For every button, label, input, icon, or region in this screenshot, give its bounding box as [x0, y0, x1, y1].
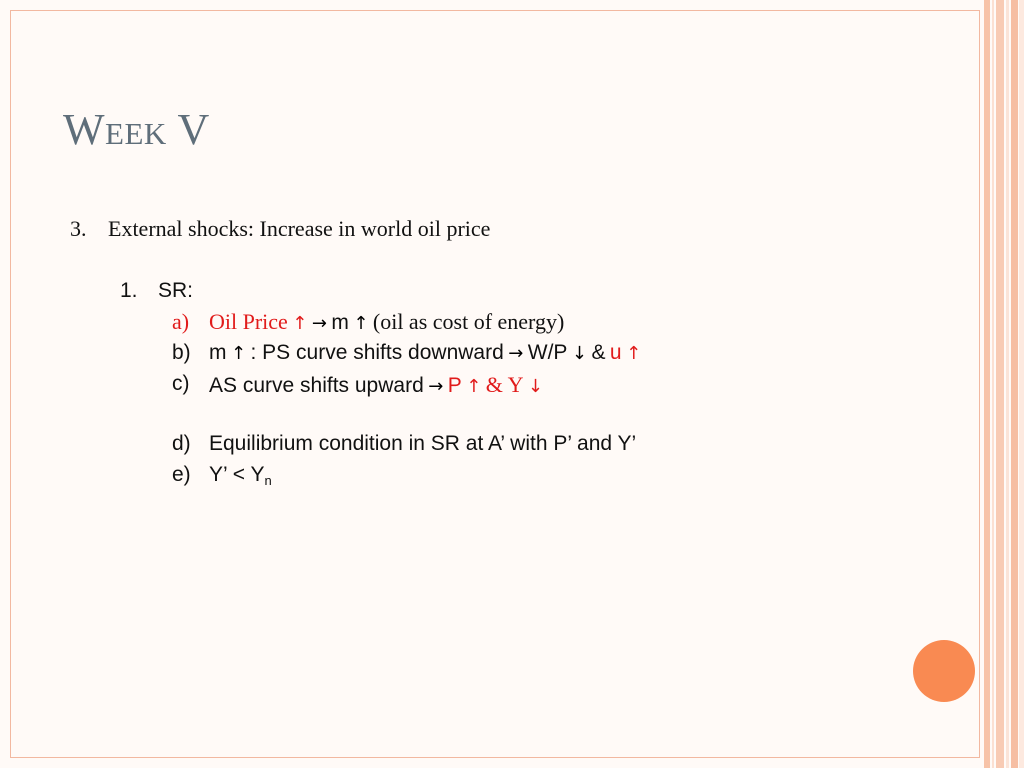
decor-circle	[913, 640, 975, 702]
heading-text: External shocks: Increase in world oil price	[108, 216, 491, 241]
item-label-e: e)	[172, 463, 191, 486]
oil-price-text: Oil Price	[209, 309, 288, 334]
decor-stripe	[1006, 0, 1009, 768]
up-arrow-icon: ↑	[626, 343, 642, 364]
item-c	[209, 372, 543, 398]
item-e-text: Y’ < Y	[209, 463, 265, 486]
decor-stripe	[996, 0, 1004, 768]
sub-number: 1.	[120, 279, 138, 302]
wp-text: W/P	[527, 341, 568, 364]
u-text: u	[609, 341, 622, 364]
sub-text: SR:	[158, 279, 194, 302]
p-text: P	[447, 374, 462, 397]
heading-number: 3.	[70, 216, 87, 241]
up-arrow-icon: ↑	[353, 313, 369, 334]
decor-stripe	[992, 0, 994, 768]
up-arrow-icon: ↑	[230, 343, 247, 364]
item-e-subscript: n	[264, 473, 272, 488]
item-label-d: d)	[172, 432, 191, 455]
as-curve-text: AS curve shifts upward	[209, 374, 424, 397]
ampersand-text: &	[591, 341, 606, 364]
item-label-c: c)	[172, 372, 190, 395]
item-label-b: b)	[172, 341, 191, 364]
item-e	[209, 463, 272, 488]
m-text: m	[209, 341, 227, 364]
decor-stripe	[984, 0, 990, 768]
item-b	[209, 341, 641, 365]
item-d-text: Equilibrium condition in SR at A’ with P’ and Y’	[209, 432, 637, 455]
down-arrow-icon: ↓	[527, 376, 544, 397]
oil-cost-note: (oil as cost of energy)	[372, 309, 565, 334]
up-arrow-icon: ↑	[292, 313, 308, 334]
item-label-a: a)	[172, 309, 190, 334]
y-text: & Y	[485, 372, 524, 397]
right-arrow-icon: →	[508, 343, 524, 364]
ps-curve-text: : PS curve shifts downward	[250, 341, 504, 364]
m-text: m	[331, 311, 349, 334]
right-arrow-icon: →	[311, 313, 327, 334]
up-arrow-icon: ↑	[466, 376, 482, 397]
decor-stripe	[1019, 0, 1024, 768]
decor-stripe	[1011, 0, 1018, 768]
item-a	[209, 309, 564, 335]
down-arrow-icon: ↓	[571, 343, 587, 364]
slide-title: Week V	[63, 105, 210, 154]
right-arrow-icon: →	[428, 376, 444, 397]
